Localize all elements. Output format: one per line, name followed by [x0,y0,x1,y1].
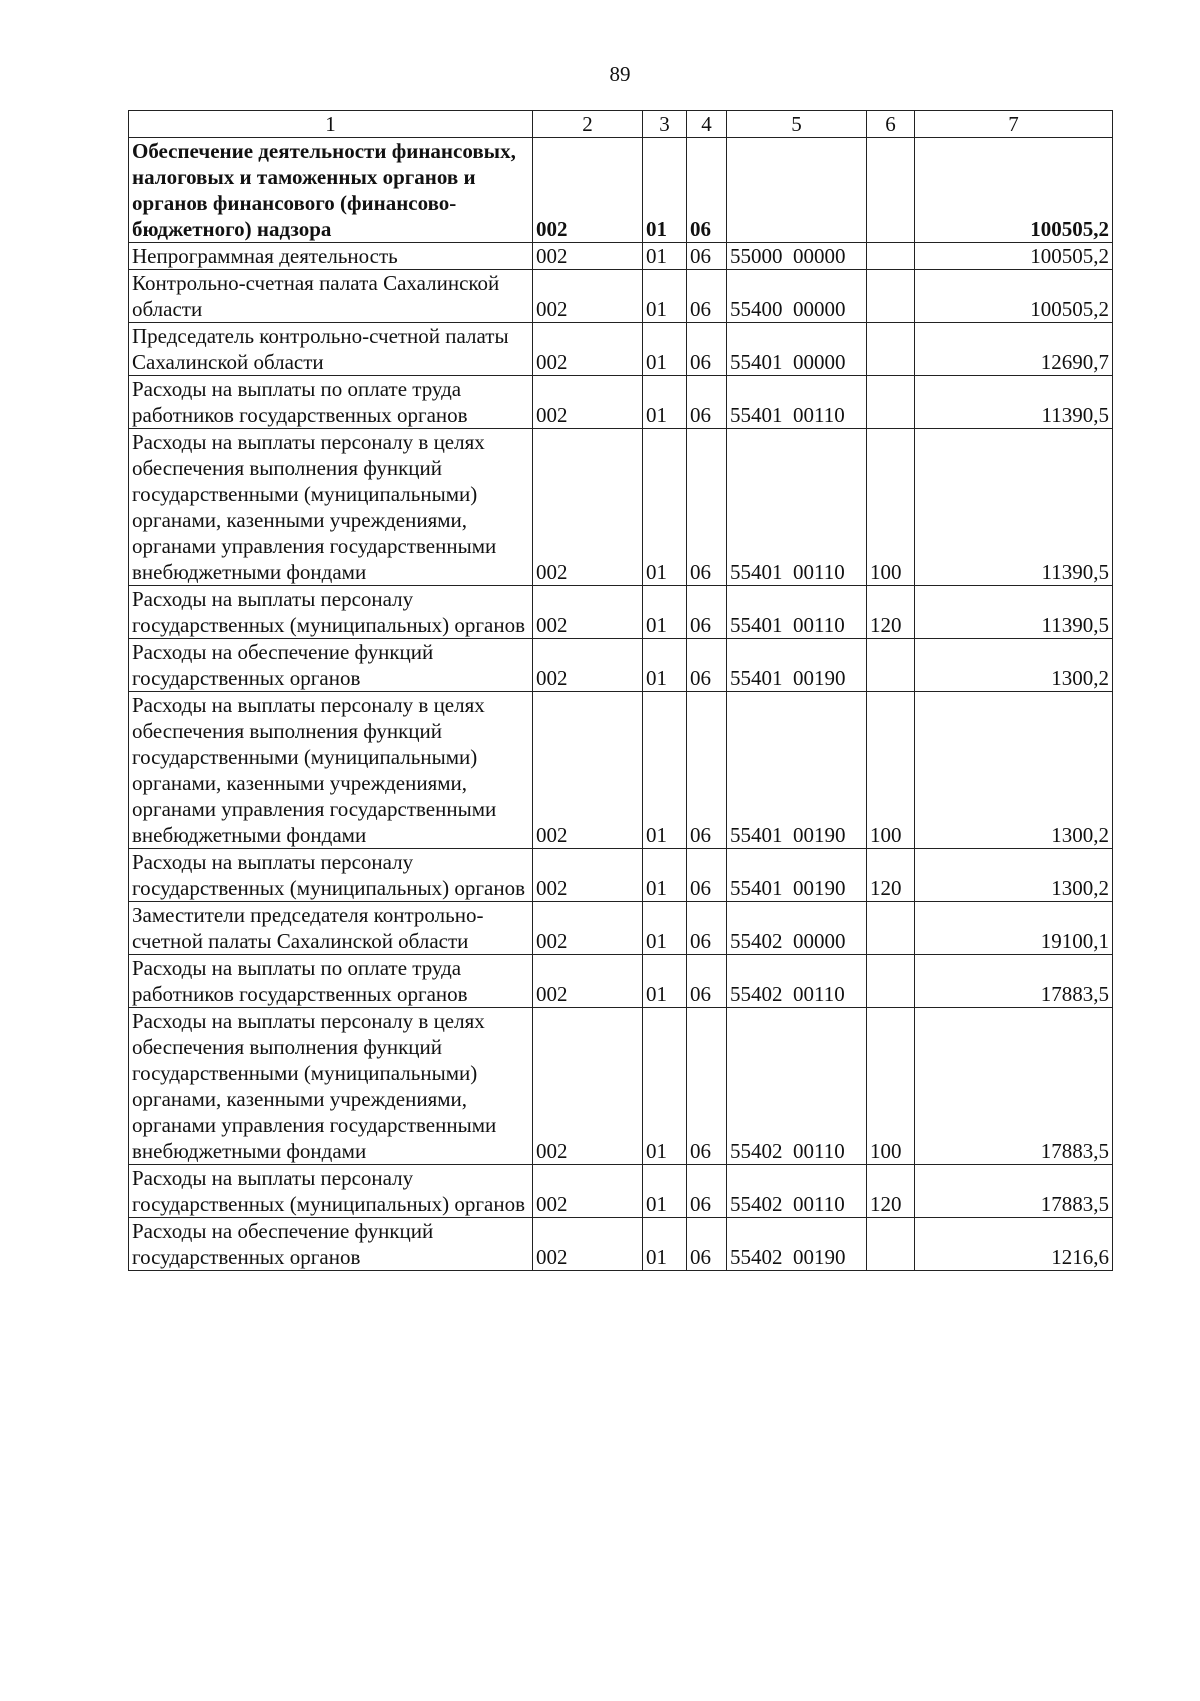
subsection2-code: 06 [687,429,727,586]
subsection-code: 01 [643,1218,687,1271]
budget-table [128,110,1113,1271]
amount: 100505,2 [915,270,1113,323]
row-name: Непрограммная деятельность [129,243,533,270]
subsection-code: 01 [643,138,687,243]
subsection2-code: 06 [687,586,727,639]
target-article-code: 55402 00190 [727,1218,867,1271]
target-article-code: 55402 00110 [727,955,867,1008]
row-name: Расходы на выплаты по оплате труда работников государственных органов [129,955,533,1008]
header-cell: 1 [129,111,533,138]
amount: 17883,5 [915,1165,1113,1218]
amount: 11390,5 [915,586,1113,639]
header-cell: 5 [727,111,867,138]
amount: 11390,5 [915,429,1113,586]
subsection2-code: 06 [687,1165,727,1218]
section-code: 002 [533,1218,643,1271]
row-name: Расходы на выплаты по оплате труда работников государственных органов [129,376,533,429]
subsection2-code: 06 [687,243,727,270]
target-article-code: 55000 00000 [727,243,867,270]
table-row [129,849,1113,902]
expense-type-code [867,902,915,955]
row-name: Заместители председателя контрольно-счетной палаты Сахалинской области [129,902,533,955]
subsection2-code: 06 [687,692,727,849]
section-code: 002 [533,1165,643,1218]
subsection-code: 01 [643,1008,687,1165]
subsection2-code: 06 [687,1218,727,1271]
subsection-code: 01 [643,955,687,1008]
amount: 11390,5 [915,376,1113,429]
header-cell: 4 [687,111,727,138]
section-code: 002 [533,138,643,243]
section-code: 002 [533,639,643,692]
row-name: Расходы на выплаты персоналу государственных (муниципальных) органов [129,849,533,902]
table-row [129,639,1113,692]
header-cell: 6 [867,111,915,138]
expense-type-code: 100 [867,692,915,849]
amount: 1300,2 [915,692,1113,849]
amount: 19100,1 [915,902,1113,955]
subsection2-code: 06 [687,1008,727,1165]
subsection-code: 01 [643,902,687,955]
section-code: 002 [533,692,643,849]
amount: 1300,2 [915,849,1113,902]
table-row [129,692,1113,849]
expense-type-code: 120 [867,1165,915,1218]
table-row [129,1165,1113,1218]
subsection-code: 01 [643,586,687,639]
subsection-code: 01 [643,376,687,429]
subsection2-code: 06 [687,955,727,1008]
header-cell: 2 [533,111,643,138]
expense-type-code: 100 [867,429,915,586]
amount: 1216,6 [915,1218,1113,1271]
row-name: Председатель контрольно-счетной палаты Сахалинской области [129,323,533,376]
section-code: 002 [533,323,643,376]
expense-type-code [867,138,915,243]
page-number: 89 [609,62,631,86]
subsection-code: 01 [643,270,687,323]
expense-type-code [867,639,915,692]
target-article-code: 55401 00110 [727,429,867,586]
subsection-code: 01 [643,1165,687,1218]
expense-type-code: 120 [867,849,915,902]
row-name: Расходы на обеспечение функций государственных органов [129,639,533,692]
header-cell: 3 [643,111,687,138]
target-article-code: 55401 00110 [727,376,867,429]
row-name: Расходы на обеспечение функций государственных органов [129,1218,533,1271]
table-row [129,429,1113,586]
table-row [129,323,1113,376]
row-name: Расходы на выплаты персоналу в целях обеспечения выполнения функций государственными (муниципальными) органами, казенными учреждениями, органами управления государственными внебюджетными фондами [129,692,533,849]
section-code: 002 [533,849,643,902]
expense-type-code [867,376,915,429]
subsection2-code: 06 [687,376,727,429]
header-cell: 7 [915,111,1113,138]
table-row [129,270,1113,323]
expense-type-code [867,1218,915,1271]
section-code: 002 [533,270,643,323]
amount: 100505,2 [915,138,1113,243]
target-article-code: 55401 00190 [727,692,867,849]
row-name: Расходы на выплаты персоналу в целях обеспечения выполнения функций государственными (муниципальными) органами, казенными учреждениями, органами управления государственными внебюджетными фондами [129,429,533,586]
subsection-code: 01 [643,849,687,902]
target-article-code [727,138,867,243]
table-row [129,902,1113,955]
section-code: 002 [533,955,643,1008]
section-code: 002 [533,243,643,270]
target-article-code: 55402 00110 [727,1008,867,1165]
expense-type-code [867,243,915,270]
target-article-code: 55402 00000 [727,902,867,955]
subsection-code: 01 [643,243,687,270]
header-row [129,111,1113,138]
subsection2-code: 06 [687,270,727,323]
target-article-code: 55401 00190 [727,849,867,902]
subsection-code: 01 [643,692,687,849]
section-code: 002 [533,902,643,955]
target-article-code: 55402 00110 [727,1165,867,1218]
section-code: 002 [533,376,643,429]
target-article-code: 55400 00000 [727,270,867,323]
subsection2-code: 06 [687,639,727,692]
target-article-code: 55401 00110 [727,586,867,639]
table-row [129,376,1113,429]
expense-type-code: 120 [867,586,915,639]
table-row [129,243,1113,270]
table-row [129,1218,1113,1271]
subsection2-code: 06 [687,138,727,243]
table-row [129,1008,1113,1165]
amount: 1300,2 [915,639,1113,692]
section-code: 002 [533,1008,643,1165]
subsection2-code: 06 [687,902,727,955]
subsection-code: 01 [643,323,687,376]
expense-type-code: 100 [867,1008,915,1165]
amount: 100505,2 [915,243,1113,270]
expense-type-code [867,323,915,376]
section-code: 002 [533,429,643,586]
table-row [129,955,1113,1008]
row-name: Расходы на выплаты персоналу государственных (муниципальных) органов [129,1165,533,1218]
target-article-code: 55401 00000 [727,323,867,376]
amount: 12690,7 [915,323,1113,376]
subsection-code: 01 [643,639,687,692]
expense-type-code [867,270,915,323]
amount: 17883,5 [915,955,1113,1008]
subsection2-code: 06 [687,323,727,376]
target-article-code: 55401 00190 [727,639,867,692]
subsection-code: 01 [643,429,687,586]
row-name: Обеспечение деятельности финансовых, налоговых и таможенных органов и органов финансового (финансово-бюджетного) надзора [129,138,533,243]
row-name: Расходы на выплаты персоналу государственных (муниципальных) органов [129,586,533,639]
table-row [129,138,1113,243]
row-name: Расходы на выплаты персоналу в целях обеспечения выполнения функций государственными (муниципальными) органами, казенными учреждениями, органами управления государственными внебюджетными фондами [129,1008,533,1165]
row-name: Контрольно-счетная палата Сахалинской области [129,270,533,323]
section-code: 002 [533,586,643,639]
amount: 17883,5 [915,1008,1113,1165]
table-row [129,586,1113,639]
expense-type-code [867,955,915,1008]
subsection2-code: 06 [687,849,727,902]
